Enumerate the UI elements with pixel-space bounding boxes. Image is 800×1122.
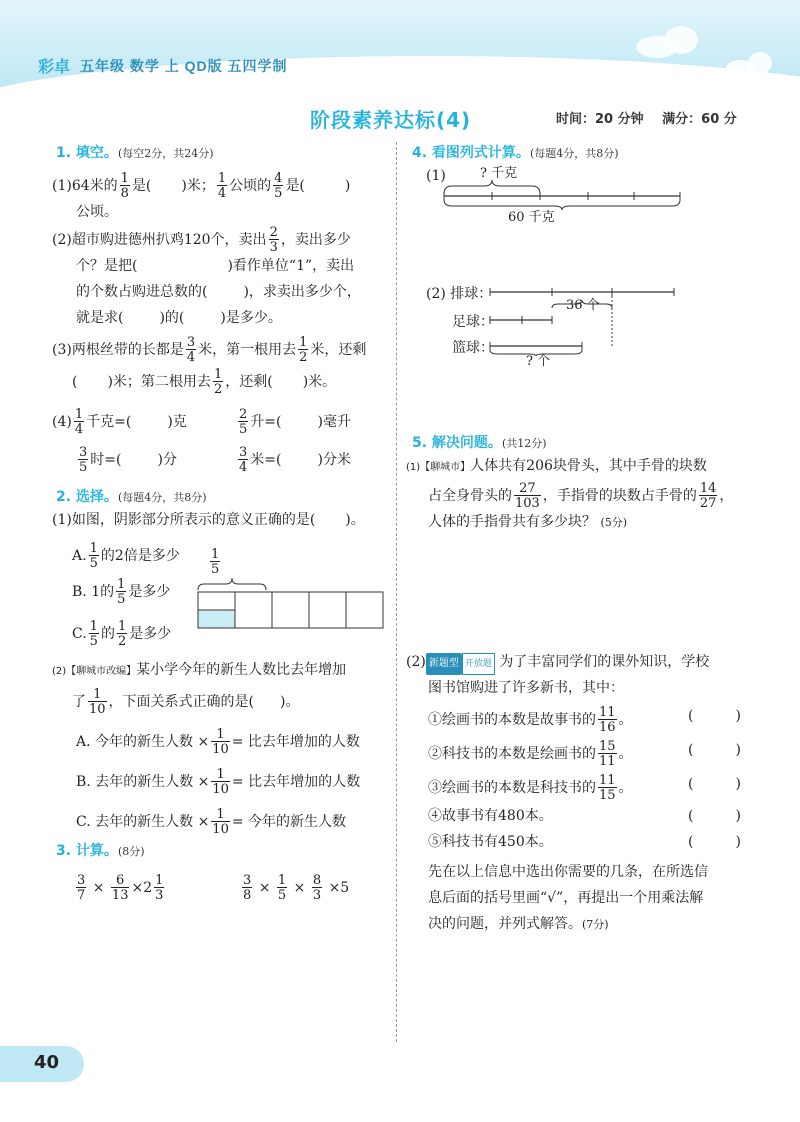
frac-den: 3	[269, 240, 278, 255]
q-text: B. 1的	[72, 584, 115, 600]
fraction	[111, 874, 130, 902]
figure-cell	[272, 592, 309, 628]
frac-den: 5	[274, 186, 283, 201]
frac-num: 1	[74, 407, 84, 422]
q-text: )克	[167, 414, 187, 430]
frac-num: 1	[120, 171, 129, 186]
check-box[interactable]: ( )	[688, 808, 741, 824]
q-text: 人体的手指骨共有多少块？	[428, 514, 596, 530]
q-text: 决的问题，并列式解答。	[428, 916, 582, 932]
q5-2-line1	[406, 652, 709, 675]
q-text: (3)两根丝带的长都是	[52, 342, 184, 358]
option-c[interactable]	[72, 620, 171, 648]
frac-den: 5	[89, 634, 98, 649]
q-text: 升=(	[250, 414, 282, 430]
q-text: 的个数占购进总数的(	[76, 284, 208, 300]
figure-cell	[235, 592, 272, 628]
q-text: 的2倍是多少	[100, 548, 180, 564]
frac-den: 16	[599, 720, 616, 735]
q-text: 的	[100, 626, 115, 642]
row-label-volleyball: 排球：	[450, 286, 493, 302]
section-3-title: 3. 计算。	[56, 843, 118, 859]
q-text: (2)	[406, 654, 426, 670]
brand-logo: 彩卓	[38, 59, 71, 76]
frac-den: 5	[239, 422, 248, 437]
line-segment-diagram-1	[440, 180, 690, 210]
fraction	[154, 874, 164, 902]
q-text: 米=(	[250, 452, 282, 468]
q-text: 是多少	[128, 584, 171, 600]
q-text: 。	[618, 712, 633, 728]
q-text: )看作单位“1”，卖出	[227, 258, 355, 274]
fraction	[211, 768, 230, 796]
q-text: )米。	[302, 374, 337, 390]
section-4-heading	[412, 142, 619, 162]
q5-2-para-line3	[428, 914, 609, 935]
q-text: )。	[280, 694, 300, 710]
diagram-2-low-label: ? 个	[526, 354, 551, 369]
q-text: ，下面关系式正确的是(	[108, 694, 255, 710]
q-text: ，还剩(	[225, 374, 273, 390]
frac-num: 2	[239, 407, 248, 422]
q-text: 米，还剩	[310, 342, 367, 358]
fraction	[76, 874, 86, 902]
fraction	[277, 874, 287, 902]
frac-den: 4	[74, 422, 84, 437]
fraction	[89, 542, 99, 570]
q1-2	[52, 226, 351, 254]
frac-num: 3	[186, 335, 196, 350]
q1-2-line4	[76, 308, 282, 328]
q-text: )分米	[317, 452, 351, 468]
page-number: 40	[34, 1052, 60, 1073]
q2-2-line2	[72, 688, 299, 716]
operator: ×	[258, 880, 271, 896]
frac-num: 27	[519, 481, 536, 496]
q-text: 千克=(	[86, 414, 132, 430]
operator: ×5	[328, 880, 350, 896]
open-question-badge: 开放题	[462, 653, 495, 675]
diagram-1-bottom-label: 60 千克	[508, 210, 555, 225]
fraction	[78, 446, 88, 474]
frac-den: 2	[117, 634, 127, 649]
q5-2-para-line1: 先在以上信息中选出你需要的几条，在所选信	[428, 864, 708, 880]
fraction	[117, 620, 127, 648]
info-item-4: ④故事书有480本。	[428, 808, 553, 824]
q-text: )分	[157, 452, 177, 468]
fraction	[238, 408, 248, 436]
fraction	[74, 408, 84, 436]
diagram-2-middle-label: 36 个	[566, 298, 600, 313]
option-a[interactable]	[76, 728, 360, 756]
q-text: 了	[72, 694, 86, 710]
fraction	[186, 336, 196, 364]
fraction	[211, 808, 230, 836]
frac-den: 8	[243, 888, 252, 903]
fraction	[211, 728, 230, 756]
frac-den: 3	[312, 888, 322, 903]
q-text: (2)超市购进德州扒鸡120个，卖出	[52, 232, 267, 248]
frac-den: 13	[111, 888, 129, 903]
q-text: 。	[618, 780, 633, 796]
fraction	[298, 336, 308, 364]
frac-den: 7	[77, 888, 86, 903]
q1-3	[52, 336, 366, 364]
frac-num: 1	[216, 767, 225, 782]
q-text: ③绘画书的本数是科技书的	[428, 780, 596, 796]
info-item-5: ⑤科技书有450本。	[428, 834, 553, 850]
q-text: A. 今年的新生人数 ×	[76, 734, 210, 750]
cloud-decoration	[664, 26, 698, 54]
frac-den: 4	[239, 460, 248, 475]
diagram-1-top-label: ? 千克	[480, 166, 518, 181]
q5-2-para-line2: 息后面的括号里画“√”，再提出一个用乘法解	[428, 890, 704, 906]
figure-cell	[309, 592, 346, 628]
section-2-title: 2. 选择。	[56, 489, 118, 505]
frac-num: 8	[312, 873, 322, 888]
q-text: (1)如图，阴影部分所表示的意义正确的是(	[52, 512, 316, 528]
frac-num: 3	[79, 445, 88, 460]
q-text: 就是求(	[76, 310, 124, 326]
frac-den: 27	[699, 496, 717, 511]
figure-brace	[198, 578, 266, 590]
frac-num: 1	[299, 335, 308, 350]
frac-num: 11	[599, 773, 616, 788]
q-text: 米，第一根用去	[198, 342, 297, 358]
frac-num: 1	[93, 687, 102, 702]
frac-num: 3	[77, 873, 86, 888]
q-text: )，求卖出多少个，	[243, 284, 361, 300]
q-text: = 今年的新生人数	[231, 814, 347, 830]
frac-den: 10	[212, 742, 229, 757]
frac-num: 1	[89, 619, 98, 634]
row-label-basketball: 篮球：	[452, 340, 494, 356]
diagram-2-row1	[426, 284, 492, 304]
fraction	[88, 688, 107, 716]
q-text: )是多少。	[220, 310, 282, 326]
figure-label	[208, 548, 222, 576]
full-score: 满分：60 分	[662, 112, 737, 127]
q-text: B. 去年的新生人数 ×	[76, 774, 210, 790]
q-text: (1)64米的	[52, 178, 118, 194]
fraction	[120, 172, 130, 200]
frac-den: 5	[117, 592, 126, 607]
operator: ×	[92, 880, 105, 896]
check-box[interactable]: ( )	[688, 708, 741, 724]
frac-den: 3	[155, 888, 164, 903]
frac-num: 3	[239, 445, 248, 460]
line-segment-diagram-2	[488, 284, 688, 356]
new-question-badge: 新题型	[426, 653, 462, 675]
fraction	[312, 874, 322, 902]
operator: ×	[293, 880, 306, 896]
figure-cell	[346, 592, 383, 628]
frac-num: 4	[274, 171, 283, 186]
cloud-decoration	[748, 52, 772, 74]
frac-num: 1	[117, 577, 126, 592]
frac-num: 1	[216, 807, 225, 822]
q2-2-line1	[52, 660, 346, 682]
q-text: ①绘画书的本数是故事书的	[428, 712, 596, 728]
q-text: 某小学今年的新生人数比去年增加	[136, 662, 347, 678]
frac-num: 1	[216, 727, 225, 742]
section-1-heading	[56, 142, 214, 162]
q-text: C.	[72, 626, 87, 642]
top-brace	[444, 180, 540, 194]
figure-cells	[198, 592, 383, 628]
fraction	[89, 620, 99, 648]
section-5-note: (共12分)	[501, 437, 547, 450]
q-text: 为了丰富同学们的课外知识，学校	[499, 654, 710, 670]
frac-num: 14	[699, 481, 717, 496]
option-b[interactable]	[76, 768, 360, 796]
frac-den: 10	[89, 702, 106, 717]
frac-num: 15	[599, 739, 616, 754]
frac-den: 10	[212, 782, 229, 797]
frac-den: 2	[299, 350, 308, 365]
frac-den: 5	[89, 556, 98, 571]
q1-4-row1	[52, 408, 187, 436]
check-box[interactable]: ( )	[688, 742, 741, 758]
info-item-2	[428, 740, 633, 768]
q-text: 公顷的	[229, 178, 272, 194]
frac-num: 1	[217, 171, 227, 186]
fraction	[598, 774, 617, 802]
q5-2-line2: 图书馆购进了许多新书，其中：	[428, 680, 624, 696]
difference-brace	[552, 300, 612, 308]
section-5-heading	[412, 432, 547, 452]
q-text: 时=(	[90, 452, 122, 468]
points: (5分)	[600, 516, 628, 529]
operator: ×2	[131, 880, 153, 896]
frac-den: 2	[213, 382, 223, 397]
frac-num: 1	[155, 873, 164, 888]
frac-num: 2	[269, 225, 278, 240]
q1-4-item4	[236, 446, 351, 474]
option-b[interactable]	[72, 578, 170, 606]
frac-den: 4	[217, 186, 227, 201]
frac-den: 8	[120, 186, 129, 201]
q5-1-line2	[428, 482, 733, 510]
fraction	[273, 172, 283, 200]
q1-1-line2: 公顷。	[76, 204, 118, 220]
book-title: 五年级 数学 上 QD版 五四学制	[80, 58, 288, 74]
section-4-title: 4. 看图列式计算。	[412, 145, 530, 161]
frac-num: 1	[117, 619, 127, 634]
section-2-heading	[56, 486, 207, 506]
q-text: 是多少	[129, 626, 172, 642]
test-title: 阶段素养达标(4)	[310, 108, 472, 132]
option-a[interactable]	[72, 542, 180, 570]
q-text: 是(	[285, 178, 305, 194]
diagram-1-lead: (1)	[426, 168, 446, 184]
fraction	[213, 368, 223, 396]
fraction	[269, 226, 279, 254]
bottom-brace	[444, 200, 680, 210]
source-tag: (1)【聊城市】	[406, 462, 471, 473]
source-tag: (2)【聊城市改编】	[52, 666, 137, 677]
q-text: 人体共有206块骨头，其中手骨的块数	[470, 458, 707, 474]
q-text: C. 去年的新生人数 ×	[76, 814, 210, 830]
q1-4-item2	[236, 408, 351, 436]
section-1-note: (每空2分，共24分)	[117, 147, 214, 160]
q-text: )。	[345, 512, 365, 528]
q-text: 占全身骨头的	[428, 488, 512, 504]
frac-den: 5	[79, 460, 88, 475]
basketball-brace	[490, 350, 582, 356]
section-1-title: 1. 填空。	[56, 145, 118, 161]
points: (7分)	[582, 918, 609, 931]
q1-2-line2	[76, 256, 354, 276]
fraction	[699, 482, 718, 510]
q1-1	[52, 172, 350, 200]
fraction	[242, 874, 252, 902]
fraction	[217, 172, 227, 200]
q-text: )米；第二根用去	[107, 374, 211, 390]
q-text: ，	[719, 488, 734, 504]
frac-den: 10	[212, 822, 229, 837]
q5-1-line1	[406, 456, 707, 478]
shaded-region	[198, 610, 235, 628]
frac-num: 1	[211, 547, 220, 562]
q-text: )	[344, 178, 351, 194]
info-item-1	[428, 706, 633, 734]
diagram-2-lead: (2)	[426, 286, 446, 302]
q-text: A.	[72, 548, 87, 564]
section-5-title: 5. 解决问题。	[412, 435, 502, 451]
frac-num: 11	[599, 705, 616, 720]
calc-expression-2	[240, 874, 349, 902]
q-text: 是(	[131, 178, 152, 194]
fraction	[238, 446, 248, 474]
frac-den: 103	[515, 496, 540, 511]
q-text: ，手指骨的块数占手骨的	[542, 488, 697, 504]
fraction	[116, 578, 126, 606]
q-text: = 比去年增加的人数	[231, 774, 361, 790]
q-text: 。	[618, 746, 633, 762]
q-text: )的(	[159, 310, 185, 326]
q-text: (	[72, 374, 78, 390]
frac-num: 1	[213, 367, 223, 382]
fraction	[598, 740, 617, 768]
q2-1-stem	[52, 510, 365, 530]
q-text: )毫升	[317, 414, 351, 430]
info-item-3	[428, 774, 633, 802]
option-c[interactable]	[76, 808, 346, 836]
row-label-football: 足球：	[452, 314, 494, 330]
frac-den: 4	[186, 350, 196, 365]
frac-den: 5	[211, 562, 220, 577]
section-3-heading	[56, 840, 145, 860]
check-box[interactable]: ( )	[688, 834, 741, 850]
q-text: 个？是把(	[76, 258, 138, 274]
shading-figure	[196, 576, 388, 634]
section-2-note: (每题4分，共8分)	[117, 491, 207, 504]
q-text: ，卖出多少	[280, 232, 351, 248]
frac-num: 1	[277, 873, 287, 888]
frac-num: 3	[243, 873, 252, 888]
frac-den: 15	[599, 788, 616, 803]
frac-num: 1	[89, 541, 98, 556]
section-3-note: (8分)	[117, 845, 145, 858]
fraction	[210, 548, 220, 576]
q5-1-line3	[428, 512, 627, 533]
time-limit: 时间：20 分钟	[556, 112, 644, 127]
q-text: )米；	[181, 178, 215, 194]
q1-2-line3	[76, 282, 361, 302]
frac-den: 11	[599, 754, 616, 769]
check-box[interactable]: ( )	[688, 776, 741, 792]
q-text: = 比去年增加的人数	[231, 734, 360, 750]
section-4-note: (每题4分，共8分)	[529, 147, 619, 160]
fraction	[598, 706, 617, 734]
frac-den: 5	[277, 888, 287, 903]
q1-3-line2	[72, 368, 336, 396]
q-text: (4)	[52, 414, 72, 430]
q-text: ②科技书的本数是绘画书的	[428, 746, 596, 762]
frac-num: 6	[116, 873, 125, 888]
calc-expression-1	[74, 874, 166, 902]
q1-4-item3	[76, 446, 177, 474]
fraction	[514, 482, 541, 510]
column-divider	[396, 142, 397, 1042]
test-meta	[556, 108, 751, 127]
